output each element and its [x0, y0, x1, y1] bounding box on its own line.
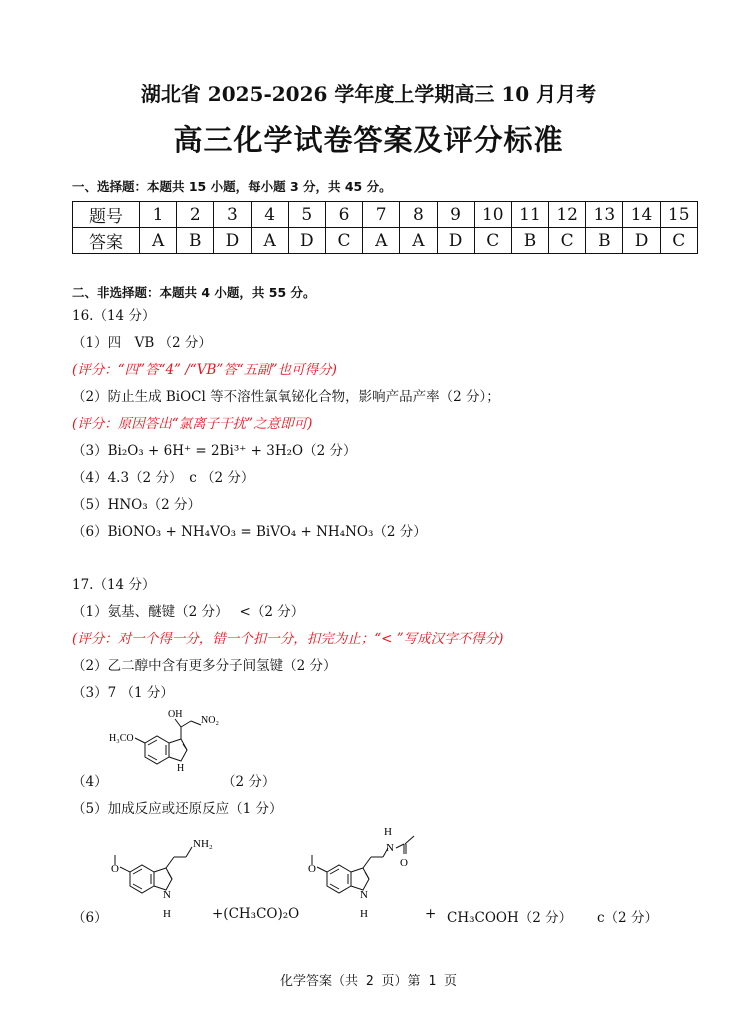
- table-cell: 5: [288, 202, 325, 228]
- table-cell: C: [325, 228, 362, 254]
- q16-header: 16.（14 分）: [72, 308, 156, 324]
- document-title: 高三化学试卷答案及评分标准: [173, 123, 564, 157]
- methoxy-o-label: O: [111, 863, 119, 875]
- q16-answer-6: [72, 520, 427, 540]
- nitro-label: NO₂: [201, 715, 219, 726]
- methoxy-label: H₃CO: [109, 733, 134, 744]
- q16-answer-6-prefix: （6）: [72, 524, 108, 540]
- table-cell: D: [288, 228, 325, 254]
- section-2-heading: 二、非选择题：本题共 4 小题，共 55 分。: [72, 285, 316, 300]
- table-cell: 11: [511, 202, 548, 228]
- table-cell: A: [140, 228, 177, 254]
- q16-note-1: (评分：“四”答“4” /“VB”答“五副”也可得分): [72, 362, 337, 378]
- amino-label: NH₂: [193, 838, 213, 850]
- table-cell: 2: [177, 202, 214, 228]
- indole-nh-label: H: [177, 763, 185, 774]
- table-cell: 14: [623, 202, 660, 228]
- q16-score-5: （2 分）: [147, 497, 202, 513]
- q17-answer-6-prefix: （6）: [72, 910, 108, 926]
- row-label-answer: 答案: [73, 228, 140, 254]
- table-cell: 3: [214, 202, 251, 228]
- table-cell: D: [437, 228, 474, 254]
- q17-header: 17.（14 分）: [72, 577, 156, 593]
- q16-answer-3: [72, 439, 357, 459]
- answer-table: [72, 201, 698, 254]
- table-cell: C: [660, 228, 697, 254]
- q17-answer-1: （1）氨基、醚键（2 分） <（2 分）: [72, 604, 305, 620]
- methoxy-o-label: O: [308, 863, 316, 875]
- q16-answer-3-prefix: （3）: [72, 443, 108, 459]
- q17-answer-4-prefix: （4）: [72, 774, 108, 790]
- q16-equation-6: BiONO₃ + NH₄VO₃ = BiVO₄ + NH₄NO₃: [107, 524, 374, 540]
- table-cell: 13: [586, 202, 623, 228]
- table-cell: B: [586, 228, 623, 254]
- q16-formula-5: HNO₃: [107, 497, 148, 513]
- q17-4-structure: [105, 705, 235, 785]
- table-cell: 9: [437, 202, 474, 228]
- indole-h-label: H: [360, 908, 368, 920]
- table-cell: A: [400, 228, 437, 254]
- indole-n-label: N: [163, 889, 171, 901]
- q16-score-3: （2 分）: [303, 443, 357, 459]
- amide-n-label: N: [386, 842, 394, 854]
- table-cell: D: [214, 228, 251, 254]
- table-cell: 6: [325, 202, 362, 228]
- carbonyl-o-label: O: [400, 857, 408, 869]
- table-cell: C: [474, 228, 511, 254]
- answer-row: [73, 228, 698, 254]
- question-number-row: [73, 202, 698, 228]
- q17-answer-2: （2）乙二醇中含有更多分子间氢键（2 分）: [72, 658, 337, 674]
- q16-answer-4: （4）4.3（2 分） c （2 分）: [72, 470, 255, 486]
- table-cell: 12: [549, 202, 586, 228]
- q16-equation-3: Bi₂O₃ + 6H⁺ = 2Bi³⁺ + 3H₂O: [107, 443, 304, 459]
- q17-answer-3: （3）7 （1 分）: [72, 685, 174, 701]
- indole-h-label: H: [163, 908, 171, 920]
- table-cell: A: [251, 228, 288, 254]
- q16-answer-2: （2）防止生成 BiOCl 等不溶性氯氧铋化合物，影响产品产率（2 分）；: [72, 389, 500, 405]
- table-cell: A: [363, 228, 400, 254]
- q17-6-reagent: +(CH₃CO)₂O: [212, 906, 300, 922]
- indole-n-label: N: [360, 889, 368, 901]
- table-cell: 10: [474, 202, 511, 228]
- q17-answer-4-score: （2 分）: [222, 774, 276, 790]
- q17-6-byproduct: CH₃COOH（2 分）: [447, 910, 573, 926]
- section-1-heading: 一、选择题：本题共 15 小题，每小题 3 分，共 45 分。: [72, 179, 392, 194]
- table-cell: 7: [363, 202, 400, 228]
- hydroxyl-label: OH: [168, 709, 183, 720]
- q16-score-6: （2 分）: [373, 524, 427, 540]
- exam-title: 湖北省 2025-2026 学年度上学期高三 10 月月考: [140, 82, 597, 106]
- table-cell: 15: [660, 202, 697, 228]
- table-cell: D: [623, 228, 660, 254]
- q17-6-plus: +: [425, 906, 437, 922]
- table-cell: 4: [251, 202, 288, 228]
- q16-answer-5: [72, 493, 201, 513]
- q17-6-last-answer: c（2 分）: [597, 910, 658, 926]
- table-cell: B: [511, 228, 548, 254]
- page-footer: 化学答案（共 2 页）第 1 页: [280, 974, 457, 989]
- q16-answer-5-prefix: （5）: [72, 497, 108, 513]
- q17-6-product-structure: [300, 820, 450, 920]
- table-cell: 8: [400, 202, 437, 228]
- q17-answer-5: （5）加成反应或还原反应（1 分）: [72, 801, 283, 817]
- table-cell: B: [177, 228, 214, 254]
- table-cell: C: [549, 228, 586, 254]
- row-label-number: 题号: [73, 202, 140, 228]
- table-cell: 1: [140, 202, 177, 228]
- q16-answer-1: （1）四 VB （2 分）: [72, 335, 212, 351]
- q16-note-2: (评分：原因答出“氯离子干扰”之意即可): [72, 416, 313, 432]
- amide-h-label: H: [384, 826, 392, 838]
- q17-note-1: (评分：对一个得一分，错一个扣一分，扣完为止；“< ”写成汉字不得分): [72, 631, 504, 647]
- q17-6-reactant-structure: [100, 825, 220, 920]
